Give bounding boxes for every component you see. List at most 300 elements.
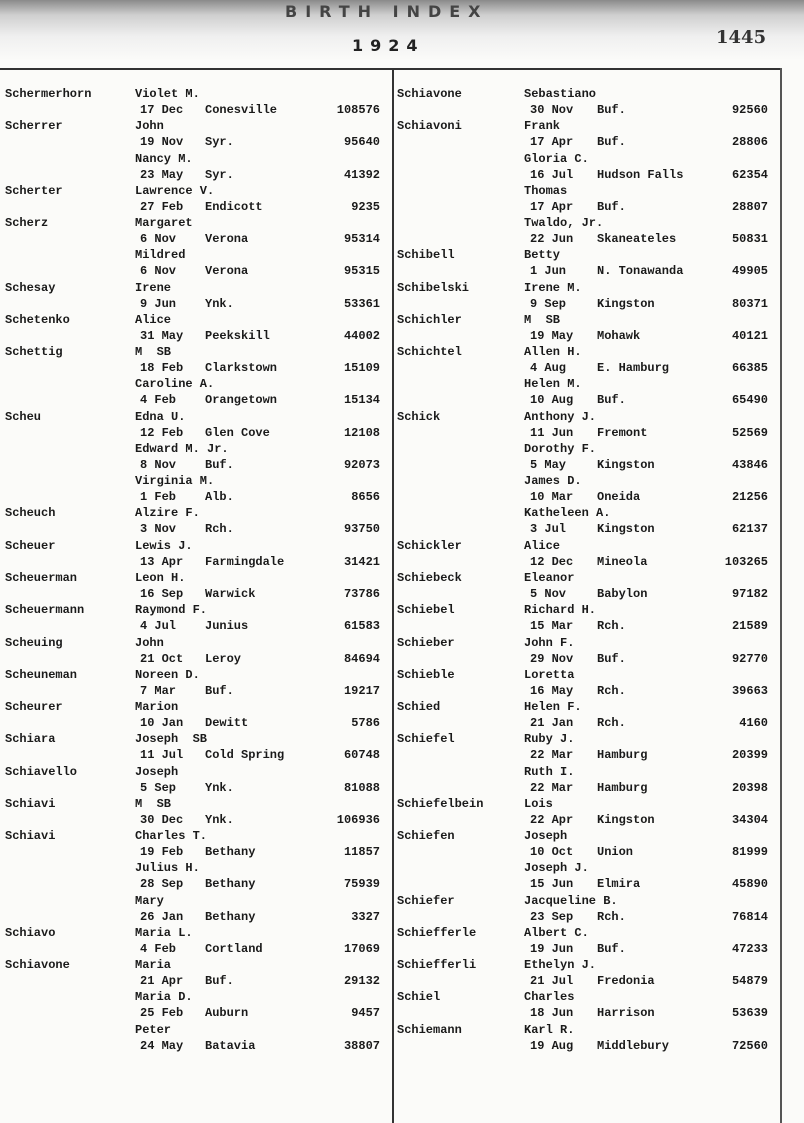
entry-number: 20398 xyxy=(731,780,768,795)
entry-given: Charles T. xyxy=(135,829,208,844)
entry-place: Rch. xyxy=(597,683,626,698)
entry-date: 17 Apr xyxy=(530,199,574,214)
entry-place: Mineola xyxy=(597,554,648,569)
index-entry xyxy=(394,409,780,441)
entry-number: 17069 xyxy=(343,941,380,956)
entry-surname: Schiefer xyxy=(397,893,455,908)
entry-date: 4 Feb xyxy=(140,941,177,956)
entry-place: Buf. xyxy=(597,651,626,666)
entry-given: Raymond F. xyxy=(135,603,208,618)
entry-surname: Schiefferli xyxy=(397,958,477,973)
index-entry xyxy=(0,893,392,925)
entry-place: Warwick xyxy=(205,586,256,601)
entry-given: John xyxy=(135,119,164,134)
entry-place: Rch. xyxy=(205,522,234,537)
entry-surname: Schieber xyxy=(397,635,455,650)
index-entry xyxy=(394,570,780,602)
index-entry xyxy=(0,247,392,279)
entry-date: 12 Dec xyxy=(530,554,574,569)
entry-place: Bethany xyxy=(205,845,256,860)
entry-given: Caroline A. xyxy=(135,377,215,392)
entry-surname: Schibelski xyxy=(397,280,470,295)
entry-date: 31 May xyxy=(140,328,184,343)
entry-number: 95315 xyxy=(343,264,380,279)
entry-surname: Schibell xyxy=(397,248,455,263)
entry-date: 16 Sep xyxy=(140,586,184,601)
entry-date: 16 May xyxy=(530,683,574,698)
right-column xyxy=(394,86,780,1054)
entry-surname: Scheuerman xyxy=(5,570,78,585)
entry-place: Harrison xyxy=(597,1006,655,1021)
entry-surname: Schiavone xyxy=(5,958,70,973)
entry-place: Cold Spring xyxy=(205,748,285,763)
entry-date: 21 Apr xyxy=(140,974,184,989)
entry-date: 28 Sep xyxy=(140,877,184,892)
entry-given: Betty xyxy=(524,248,561,263)
entry-number: 62137 xyxy=(731,522,768,537)
entry-date: 18 Jun xyxy=(530,1006,574,1021)
entry-given: Loretta xyxy=(524,667,575,682)
entry-place: Rch. xyxy=(597,619,626,634)
entry-date: 26 Jan xyxy=(140,909,184,924)
entry-number: 21589 xyxy=(731,619,768,634)
index-entry xyxy=(0,602,392,634)
entry-place: Farmingdale xyxy=(205,554,285,569)
entry-place: Batavia xyxy=(205,1038,256,1053)
entry-number: 39663 xyxy=(731,683,768,698)
index-entry xyxy=(0,699,392,731)
entry-surname: Schiefelbein xyxy=(397,796,484,811)
entry-date: 30 Dec xyxy=(140,812,184,827)
entry-number: 4160 xyxy=(739,716,768,731)
right-border xyxy=(780,68,782,1123)
entry-place: Syr. xyxy=(205,167,234,182)
entry-number: 61583 xyxy=(343,619,380,634)
entry-surname: Schetenko xyxy=(5,312,70,327)
entry-given: Maria D. xyxy=(135,990,193,1005)
entry-given: Jacqueline B. xyxy=(524,893,618,908)
entry-date: 15 Jun xyxy=(530,877,574,892)
entry-given: Frank xyxy=(524,119,561,134)
entry-place: Oneida xyxy=(597,490,641,505)
entry-surname: Schick xyxy=(397,409,441,424)
entry-surname: Schiemann xyxy=(397,1022,462,1037)
entry-number: 65490 xyxy=(731,393,768,408)
entry-date: 19 Nov xyxy=(140,135,184,150)
entry-date: 16 Jul xyxy=(530,167,574,182)
entry-surname: Scheurer xyxy=(5,700,63,715)
entry-place: Buf. xyxy=(205,974,234,989)
entry-number: 28807 xyxy=(731,199,768,214)
entry-date: 5 May xyxy=(530,457,567,472)
entry-surname: Schesay xyxy=(5,280,56,295)
index-title: BIRTH INDEX xyxy=(285,2,489,21)
entry-date: 4 Aug xyxy=(530,361,567,376)
entry-number: 66385 xyxy=(731,361,768,376)
entry-number: 38807 xyxy=(343,1038,380,1053)
index-entry xyxy=(0,118,392,150)
entry-date: 4 Jul xyxy=(140,619,177,634)
entry-surname: Scheuing xyxy=(5,635,63,650)
entry-number: 31421 xyxy=(343,554,380,569)
index-entry xyxy=(394,828,780,860)
entry-given: Richard H. xyxy=(524,603,597,618)
index-entry xyxy=(394,731,780,763)
entry-place: E. Hamburg xyxy=(597,361,670,376)
entry-given: Albert C. xyxy=(524,925,589,940)
index-entry xyxy=(394,1022,780,1054)
entry-given: Joseph xyxy=(524,829,568,844)
entry-given: Nancy M. xyxy=(135,151,193,166)
entry-given: Irene M. xyxy=(524,280,582,295)
entry-date: 4 Feb xyxy=(140,393,177,408)
entry-surname: Scherz xyxy=(5,216,49,231)
entry-surname: Schiara xyxy=(5,732,56,747)
entry-date: 19 Jun xyxy=(530,941,574,956)
entry-surname: Schettig xyxy=(5,345,63,360)
index-entry xyxy=(394,215,780,247)
entry-number: 9457 xyxy=(351,1006,380,1021)
entry-place: Leroy xyxy=(205,651,242,666)
index-entry xyxy=(394,538,780,570)
entry-date: 11 Jul xyxy=(140,748,184,763)
entry-date: 3 Nov xyxy=(140,522,177,537)
entry-place: Skaneateles xyxy=(597,232,677,247)
entry-number: 62354 xyxy=(731,167,768,182)
entry-place: Hamburg xyxy=(597,748,648,763)
entry-given: Dorothy F. xyxy=(524,441,597,456)
entry-surname: Schiel xyxy=(397,990,441,1005)
entry-number: 92560 xyxy=(731,103,768,117)
entry-surname: Schermerhorn xyxy=(5,87,92,101)
entry-surname: Scheuermann xyxy=(5,603,85,618)
entry-place: Peekskill xyxy=(205,328,270,343)
entry-given: Twaldo, Jr. xyxy=(524,216,604,231)
entry-date: 12 Feb xyxy=(140,425,184,440)
index-entry xyxy=(394,635,780,667)
index-entry xyxy=(394,280,780,312)
entry-place: Bethany xyxy=(205,909,256,924)
entry-place: N. Tonawanda xyxy=(597,264,684,279)
entry-surname: Schiavo xyxy=(5,925,56,940)
entry-date: 17 Apr xyxy=(530,135,574,150)
entry-given: M SB xyxy=(135,796,172,811)
entry-date: 22 Apr xyxy=(530,812,574,827)
index-entry xyxy=(394,118,780,150)
entry-number: 11857 xyxy=(343,845,380,860)
index-entry xyxy=(0,731,392,763)
entry-number: 52569 xyxy=(731,425,768,440)
entry-given: Helen M. xyxy=(524,377,582,392)
entry-date: 5 Nov xyxy=(530,586,567,601)
entry-place: Ynk. xyxy=(205,812,234,827)
entry-given: M SB xyxy=(135,345,172,360)
entry-place: Buf. xyxy=(597,135,626,150)
entry-surname: Schied xyxy=(397,700,441,715)
entry-place: Hamburg xyxy=(597,780,648,795)
entry-date: 5 Sep xyxy=(140,780,177,795)
entry-surname: Schickler xyxy=(397,538,462,553)
entry-surname: Scheuch xyxy=(5,506,56,521)
index-entry xyxy=(394,699,780,731)
entry-date: 19 Aug xyxy=(530,1038,574,1053)
index-entry xyxy=(394,151,780,183)
entry-surname: Schiavoni xyxy=(397,119,462,134)
entry-date: 1 Jun xyxy=(530,264,567,279)
index-entry xyxy=(0,312,392,344)
entry-date: 22 Jun xyxy=(530,232,574,247)
index-entry xyxy=(0,764,392,796)
entry-date: 18 Feb xyxy=(140,361,184,376)
index-entry xyxy=(0,505,392,537)
entry-number: 106936 xyxy=(336,812,380,827)
entry-date: 19 May xyxy=(530,328,574,343)
entry-surname: Schiefel xyxy=(397,732,455,747)
index-entry xyxy=(0,989,392,1021)
index-entry xyxy=(0,441,392,473)
entry-given: Ruby J. xyxy=(524,732,575,747)
entry-given: Violet M. xyxy=(135,87,200,101)
index-entry xyxy=(0,86,392,118)
index-entry xyxy=(394,344,780,376)
entry-number: 43846 xyxy=(731,457,768,472)
entry-surname: Schiavello xyxy=(5,764,78,779)
entry-given: M SB xyxy=(524,312,561,327)
entry-surname: Scheuer xyxy=(5,538,56,553)
index-entry xyxy=(0,376,392,408)
entry-given: Eleanor xyxy=(524,570,575,585)
entry-date: 22 Mar xyxy=(530,748,574,763)
entry-place: Orangetown xyxy=(205,393,278,408)
page-number: 1445 xyxy=(716,27,767,48)
index-entry xyxy=(0,473,392,505)
top-rule xyxy=(0,68,782,70)
entry-place: Middlebury xyxy=(597,1038,670,1053)
index-entry xyxy=(394,441,780,473)
index-entry xyxy=(394,667,780,699)
entry-given: Ruth I. xyxy=(524,764,575,779)
entry-given: Alzire F. xyxy=(135,506,200,521)
entry-date: 10 Jan xyxy=(140,716,184,731)
entry-surname: Schiavi xyxy=(5,829,56,844)
entry-place: Clarkstown xyxy=(205,361,278,376)
entry-number: 29132 xyxy=(343,974,380,989)
entry-given: Katheleen A. xyxy=(524,506,611,521)
entry-number: 40121 xyxy=(731,328,768,343)
entry-given: Joseph xyxy=(135,764,179,779)
entry-given: Virginia M. xyxy=(135,474,215,489)
entry-number: 73786 xyxy=(343,586,380,601)
entry-given: Maria xyxy=(135,958,172,973)
index-entry xyxy=(0,796,392,828)
entry-given: Thomas xyxy=(524,183,568,198)
index-entry xyxy=(0,957,392,989)
entry-number: 28806 xyxy=(731,135,768,150)
entry-date: 9 Jun xyxy=(140,296,177,311)
entry-given: Peter xyxy=(135,1022,172,1037)
entry-date: 10 Aug xyxy=(530,393,574,408)
entry-surname: Schiebel xyxy=(397,603,455,618)
entry-given: James D. xyxy=(524,474,582,489)
entry-number: 92770 xyxy=(731,651,768,666)
entry-number: 50831 xyxy=(731,232,768,247)
index-entry xyxy=(394,957,780,989)
index-entry xyxy=(394,376,780,408)
entry-number: 45890 xyxy=(731,877,768,892)
entry-given: Charles xyxy=(524,990,575,1005)
entry-number: 12108 xyxy=(343,425,380,440)
index-entry xyxy=(394,183,780,215)
entry-number: 21256 xyxy=(731,490,768,505)
entry-number: 108576 xyxy=(336,103,380,117)
index-entry xyxy=(0,635,392,667)
entry-date: 22 Mar xyxy=(530,780,574,795)
entry-given: Margaret xyxy=(135,216,193,231)
entry-number: 9235 xyxy=(351,199,380,214)
entry-date: 24 May xyxy=(140,1038,184,1053)
entry-date: 10 Mar xyxy=(530,490,574,505)
entry-place: Syr. xyxy=(205,135,234,150)
entry-place: Auburn xyxy=(205,1006,249,1021)
index-entry xyxy=(394,860,780,892)
index-entry xyxy=(0,538,392,570)
entry-place: Rch. xyxy=(597,716,626,731)
entry-number: 81088 xyxy=(343,780,380,795)
index-entry xyxy=(0,183,392,215)
index-entry xyxy=(394,796,780,828)
entry-given: Mildred xyxy=(135,248,186,263)
entry-place: Buf. xyxy=(205,457,234,472)
entry-given: Lawrence V. xyxy=(135,183,215,198)
entry-surname: Schiefferle xyxy=(397,925,477,940)
entry-given: John F. xyxy=(524,635,575,650)
entry-place: Endicott xyxy=(205,199,263,214)
index-entry xyxy=(0,344,392,376)
entry-date: 21 Oct xyxy=(140,651,184,666)
entry-given: Irene xyxy=(135,280,172,295)
entry-date: 23 May xyxy=(140,167,184,182)
entry-place: Hudson Falls xyxy=(597,167,684,182)
entry-date: 3 Jul xyxy=(530,522,567,537)
entry-date: 11 Jun xyxy=(530,425,574,440)
index-entry xyxy=(394,893,780,925)
index-entry xyxy=(394,247,780,279)
entry-number: 8656 xyxy=(351,490,380,505)
index-entry xyxy=(394,473,780,505)
entry-number: 103265 xyxy=(724,554,768,569)
entry-given: Leon H. xyxy=(135,570,186,585)
entry-surname: Schiebeck xyxy=(397,570,462,585)
entry-number: 81999 xyxy=(731,845,768,860)
entry-place: Elmira xyxy=(597,877,641,892)
entry-number: 92073 xyxy=(343,457,380,472)
entry-date: 27 Feb xyxy=(140,199,184,214)
entry-date: 19 Feb xyxy=(140,845,184,860)
entry-date: 30 Nov xyxy=(530,103,574,117)
entry-number: 53639 xyxy=(731,1006,768,1021)
entry-given: Maria L. xyxy=(135,925,193,940)
entry-given: Mary xyxy=(135,893,164,908)
entry-date: 21 Jul xyxy=(530,974,574,989)
entry-place: Fredonia xyxy=(597,974,655,989)
left-column xyxy=(0,86,392,1054)
entry-given: Helen F. xyxy=(524,700,582,715)
index-entry xyxy=(0,409,392,441)
entry-date: 1 Feb xyxy=(140,490,177,505)
index-entry xyxy=(0,667,392,699)
entry-number: 75939 xyxy=(343,877,380,892)
entry-date: 15 Mar xyxy=(530,619,574,634)
entry-given: Ethelyn J. xyxy=(524,958,597,973)
entry-place: Cortland xyxy=(205,941,263,956)
entry-date: 21 Jan xyxy=(530,716,574,731)
entry-place: Kingston xyxy=(597,296,655,311)
entry-given: Julius H. xyxy=(135,861,200,876)
entry-given: Alice xyxy=(524,538,561,553)
index-entry xyxy=(394,602,780,634)
entry-date: 8 Nov xyxy=(140,457,177,472)
entry-number: 49905 xyxy=(731,264,768,279)
entry-surname: Schichler xyxy=(397,312,462,327)
entry-surname: Scherter xyxy=(5,183,63,198)
entry-surname: Schiavone xyxy=(397,87,462,101)
entry-given: Marion xyxy=(135,700,179,715)
entry-place: Buf. xyxy=(597,199,626,214)
entry-surname: Schiefen xyxy=(397,829,455,844)
index-entry xyxy=(0,1022,392,1054)
index-entry xyxy=(394,505,780,537)
entry-number: 95314 xyxy=(343,232,380,247)
index-entry xyxy=(394,764,780,796)
entry-given: Noreen D. xyxy=(135,667,200,682)
entry-number: 34304 xyxy=(731,812,768,827)
entry-number: 60748 xyxy=(343,748,380,763)
entry-given: Edward M. Jr. xyxy=(135,441,229,456)
entry-given: Joseph J. xyxy=(524,861,589,876)
entry-number: 3327 xyxy=(351,909,380,924)
index-entry xyxy=(0,215,392,247)
entry-number: 80371 xyxy=(731,296,768,311)
index-entry xyxy=(394,86,780,118)
index-entry xyxy=(0,570,392,602)
entry-number: 20399 xyxy=(731,748,768,763)
entry-number: 53361 xyxy=(343,296,380,311)
entry-given: Anthony J. xyxy=(524,409,597,424)
entry-date: 25 Feb xyxy=(140,1006,184,1021)
entry-number: 41392 xyxy=(343,167,380,182)
entry-number: 5786 xyxy=(351,716,380,731)
entry-number: 44002 xyxy=(343,328,380,343)
entry-given: Lois xyxy=(524,796,553,811)
entry-date: 17 Dec xyxy=(140,103,184,117)
index-entry xyxy=(0,151,392,183)
index-entry xyxy=(394,312,780,344)
entry-number: 15109 xyxy=(343,361,380,376)
index-entry xyxy=(0,280,392,312)
entry-date: 6 Nov xyxy=(140,264,177,279)
entry-surname: Schiavi xyxy=(5,796,56,811)
entry-surname: Scherrer xyxy=(5,119,63,134)
entry-place: Union xyxy=(597,845,634,860)
entry-number: 54879 xyxy=(731,974,768,989)
entry-number: 72560 xyxy=(731,1038,768,1053)
entry-number: 95640 xyxy=(343,135,380,150)
entry-surname: Scheuneman xyxy=(5,667,78,682)
entry-number: 97182 xyxy=(731,586,768,601)
entry-number: 47233 xyxy=(731,941,768,956)
index-entry xyxy=(0,925,392,957)
index-year: 1924 xyxy=(352,36,425,55)
